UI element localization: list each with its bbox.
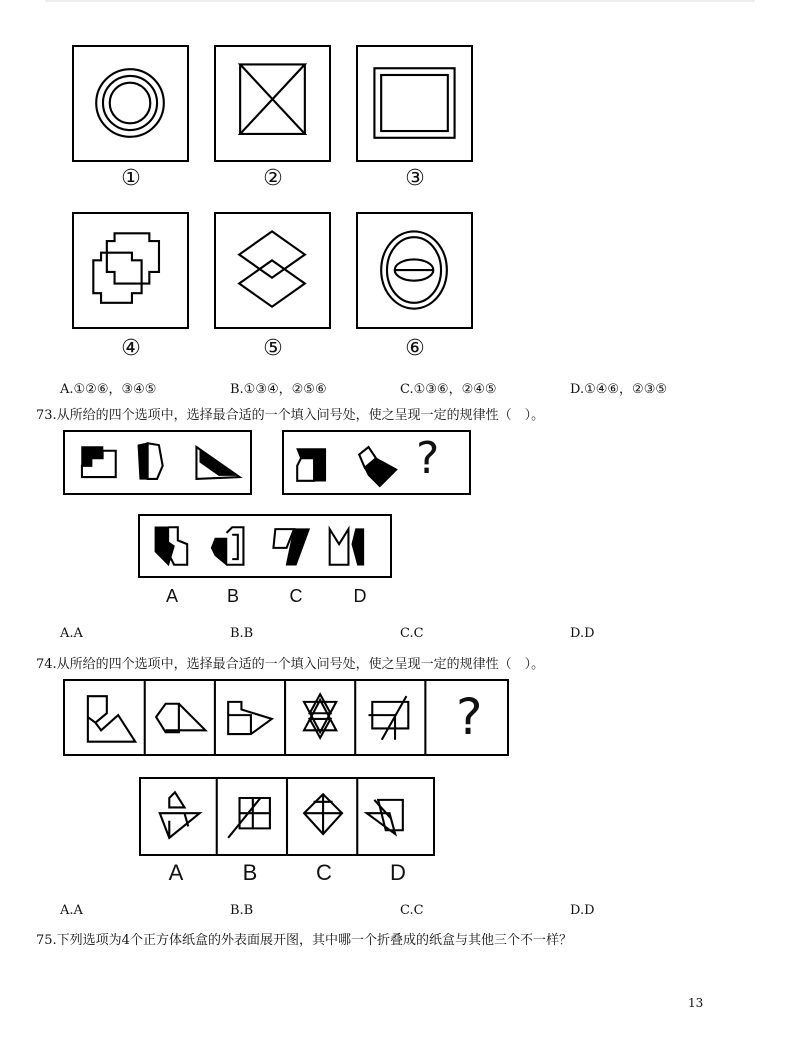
q72-label-6: ⑥	[405, 336, 425, 361]
q72-figure-5	[214, 212, 331, 329]
q72-label-1: ①	[121, 166, 141, 191]
q73-sequence-panel	[282, 430, 471, 495]
bowtie-icon	[216, 47, 329, 160]
q72-figure-6	[356, 212, 473, 329]
page-number: 13	[688, 996, 704, 1010]
q72-figure-3	[356, 45, 473, 162]
q74-letter-d: D	[390, 860, 406, 885]
q72-figure-1	[72, 45, 189, 162]
q72-figure-4	[72, 212, 189, 329]
q74-letter-a: A	[168, 860, 184, 885]
q72-label-4: ④	[121, 336, 141, 361]
q73-question: 73.从所给的四个选项中，选择最合适的一个填入问号处，使之呈现一定的规律性（ ）。	[36, 408, 545, 423]
q74-letter-b: B	[242, 860, 258, 885]
stacked-diamonds-icon	[216, 214, 329, 327]
q74-answer-shapes	[141, 779, 433, 854]
q73-answer-shapes	[140, 516, 390, 576]
q75-question: 75.下列选项为4个正方体纸盒的外表面展开图，其中哪一个折叠成的纸盒与其他三个不一样？	[36, 933, 572, 948]
q72-option-d[interactable]: D.①④⑥，②③⑤	[570, 382, 668, 397]
q72-option-c[interactable]: C.①③⑥，②④⑤	[400, 382, 497, 397]
q72-option-b[interactable]: B.①③④，②⑤⑥	[230, 382, 327, 397]
overlapping-crosses-icon	[74, 214, 187, 327]
q74-option-c[interactable]: C.C	[400, 903, 424, 918]
q74-option-d[interactable]: D.D	[570, 903, 595, 918]
q73-sequence-shapes	[284, 432, 469, 493]
top-rule	[45, 0, 755, 2]
q74-sequence-panel	[63, 679, 509, 756]
q74-question: 74.从所给的四个选项中，选择最合适的一个填入问号处，使之呈现一定的规律性（ ）。	[36, 657, 545, 672]
q73-given-shapes	[65, 432, 250, 493]
q74-answer-panel	[139, 777, 435, 856]
q72-option-a[interactable]: A.①②⑥，③④⑤	[60, 382, 157, 397]
q73-option-d[interactable]: D.D	[570, 626, 595, 641]
q74-option-a[interactable]: A.A	[60, 903, 83, 918]
q73-letter-b: B	[226, 586, 239, 606]
q72-label-3: ③	[405, 166, 425, 191]
q73-answer-panel	[138, 514, 392, 578]
q74-option-b[interactable]: B.B	[230, 903, 254, 918]
q73-option-a[interactable]: A.A	[60, 626, 83, 641]
q72-figure-2	[214, 45, 331, 162]
q73-given-panel	[63, 430, 252, 495]
q72-label-5: ⑤	[263, 336, 283, 361]
q74-question-mark: ?	[456, 688, 483, 746]
q73-option-c[interactable]: C.C	[400, 626, 424, 641]
q74-letter-c: C	[316, 860, 332, 885]
concentric-circles-icon	[74, 47, 187, 160]
nested-ovals-icon	[358, 214, 471, 327]
q74-sequence-shapes	[65, 681, 507, 754]
q73-question-mark: ?	[416, 433, 440, 484]
q73-letter-a: A	[165, 586, 178, 606]
double-square-icon	[358, 47, 471, 160]
q73-option-b[interactable]: B.B	[230, 626, 254, 641]
q73-letter-c: C	[289, 586, 303, 606]
q73-letter-d: D	[353, 586, 367, 606]
q72-label-2: ②	[263, 166, 283, 191]
